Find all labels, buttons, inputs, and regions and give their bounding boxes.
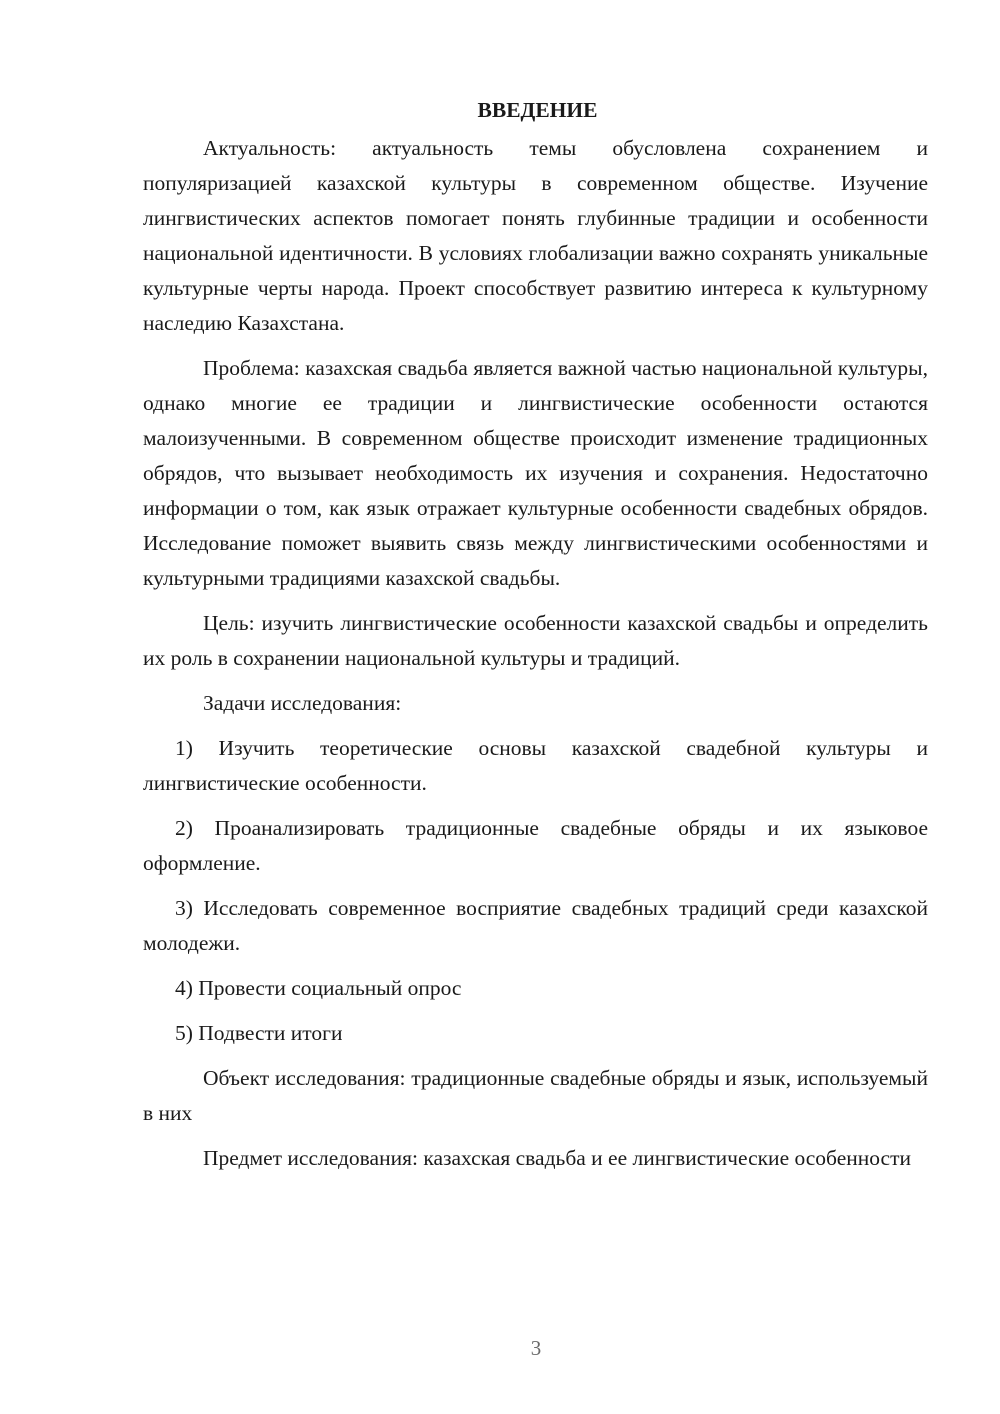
paragraph-subject: Предмет исследования: казахская свадьба и ее лингвистические особенности xyxy=(203,1146,911,1170)
task-item-5: 5) Подвести итоги xyxy=(175,1021,343,1045)
task-item-4: 4) Провести социальный опрос xyxy=(175,976,462,1000)
page-number: 3 xyxy=(530,1336,542,1360)
page-content xyxy=(143,93,928,1186)
paragraph-problem: Проблема: казахская свадьба является важной частью национальной культуры, однако многие ее традиции и лингвистические особенности остаются малоизученными. В современном обществе происходит изменение традиционных обрядов, что вызывает необходимость их изучения и сохранения. Недостаточно информации о том, как язык отражает культурные особенности свадебных обрядов. Исследование поможет выявить связь между лингвистическими особенностями и культурными традициями казахской свадьбы. xyxy=(143,356,928,590)
task-item-3: 3) Исследовать современное восприятие свадебных традиций среди казахской молодежи. xyxy=(143,896,928,955)
paragraph-relevance: Актуальность: актуальность темы обусловлена сохранением и популяризацией казахской культуры в современном обществе. Изучение лингвистических аспектов помогает понять глубинные традиции и особенности национальной идентичности. В условиях глобализации важно сохранять уникальные культурные черты народа. Проект способствует развитию интереса к культурному наследию Казахстана. xyxy=(143,136,928,335)
paragraph-object: Объект исследования: традиционные свадебные обряды и язык, используемый в них xyxy=(143,1066,928,1125)
task-item-1: 1) Изучить теоретические основы казахской свадебной культуры и лингвистические особенности. xyxy=(143,736,928,795)
task-item-2: 2) Проанализировать традиционные свадебные обряды и их языковое оформление. xyxy=(143,816,928,875)
paragraph-goal: Цель: изучить лингвистические особенности казахской свадьбы и определить их роль в сохранении национальной культуры и традиций. xyxy=(143,611,928,670)
tasks-heading: Задачи исследования: xyxy=(203,691,402,715)
section-title: ВВЕДЕНИЕ xyxy=(477,98,598,122)
